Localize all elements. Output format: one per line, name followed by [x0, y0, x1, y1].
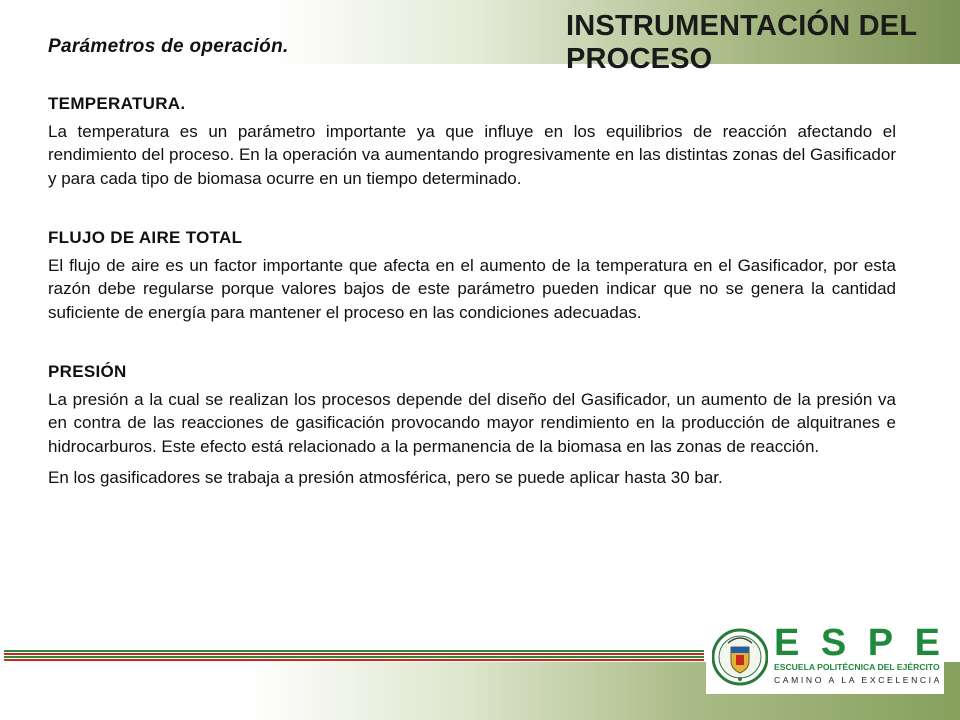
slide-content: [48, 92, 896, 498]
espe-seal-icon: [712, 627, 768, 687]
section-presion: [48, 360, 896, 490]
logo-letter: P: [867, 622, 894, 664]
section-heading: PRESIÓN: [48, 362, 127, 381]
section-flujo-de-aire: [48, 226, 896, 324]
slide-subtitle: Parámetros de operación.: [48, 36, 289, 57]
espe-wordmark: [774, 622, 940, 664]
logo-letter: E: [774, 622, 800, 664]
logo-letter: S: [820, 622, 847, 664]
section-paragraph: En los gasificadores se trabaja a presión atmosférica, pero se puede aplicar hasta 30 bar.: [48, 468, 723, 487]
logo-institution-name: ESCUELA POLITÉCNICA DEL EJÉRCITO: [774, 662, 940, 672]
logo-motto: CAMINO A LA EXCELENCIA: [774, 675, 943, 685]
logo-letter: E: [914, 622, 940, 664]
espe-logo: [706, 622, 944, 694]
section-temperatura: [48, 92, 896, 190]
section-paragraph: El flujo de aire es un factor importante que afecta en el aumento de la temperatura en el Gasificador, por esta razón debe regularse porque valores bajos de este parámetro pueden indicar que no se genera la cantidad suficiente de energía para mantener el proceso en las condiciones adecuadas.: [48, 255, 896, 322]
section-paragraph: La presión a la cual se realizan los procesos depende del diseño del Gasificador, un aumento de la presión va en contra de las reacciones de gasificación provocando mayor rendimiento en la producción de alquitranes e hidrocarburos. Este efecto está relacionado a la permanencia de la biomasa en las zonas de reacción.: [48, 389, 896, 456]
section-heading: TEMPERATURA.: [48, 94, 186, 113]
slide-title: INSTRUMENTACIÓN DEL PROCESO: [566, 10, 917, 75]
section-heading: FLUJO DE AIRE TOTAL: [48, 228, 243, 247]
section-paragraph: La temperatura es un parámetro importante ya que influye en los equilibrios de reacción afectando el rendimiento del proceso. En la operación va aumentando progresivamente en las distintas zonas del Gasificador y para cada tipo de biomasa ocurre en un tiempo determinado.: [48, 121, 896, 188]
footer-stripes: [4, 650, 704, 664]
